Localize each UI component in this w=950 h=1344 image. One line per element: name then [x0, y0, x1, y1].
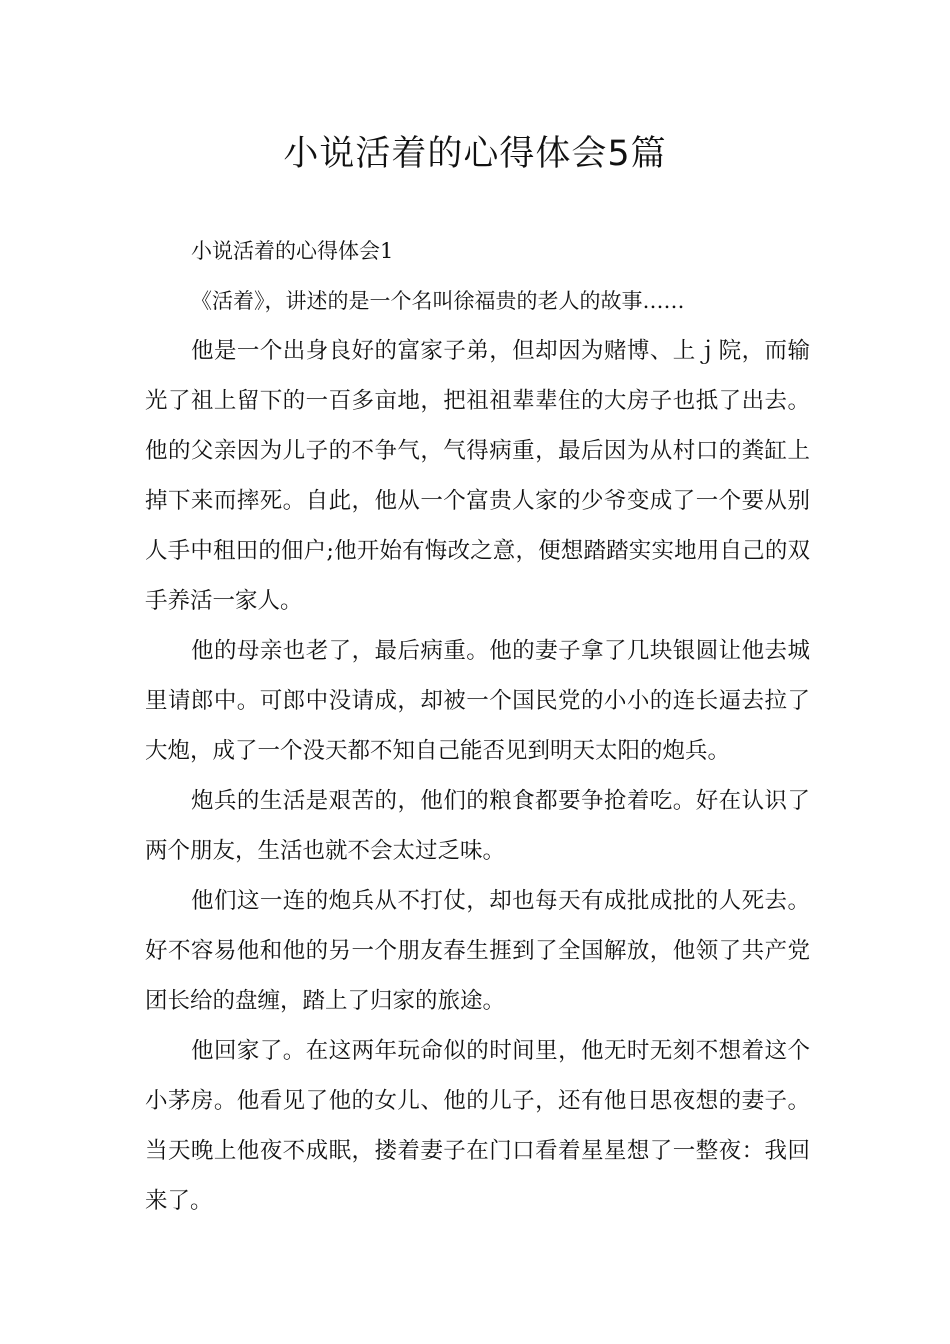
paragraph-1: 他是一个出身良好的富家子弟，但却因为赌博、上ｊ院，而输光了祖上留下的一百多亩地，把祖祖辈辈住的大房子也抵了出去。他的父亲因为儿子的不争气，气得病重，最后因为从村口的粪缸上掉下来而摔死。自此，他从一个富贵人家的少爷变成了一个要从别人手中租田的佃户;他开始有悔改之意，便想踏踏实实地用自己的双手养活一家人。: [145, 338, 810, 614]
paragraph-3: 炮兵的生活是艰苦的，他们的粮食都要争抢着吃。好在认识了两个朋友，生活也就不会太过乏味。: [145, 788, 810, 864]
document-body: [145, 226, 810, 1226]
document-title: 小说活着的心得体会5篇: [283, 134, 667, 174]
paragraph-2: 他的母亲也老了，最后病重。他的妻子拿了几块银圆让他去城里请郎中。可郎中没请成，却被一个国民党的小小的连长逼去拉了大炮，成了一个没天都不知自己能否见到明天太阳的炮兵。: [145, 638, 810, 764]
section-heading: 小说活着的心得体会1: [191, 239, 394, 263]
intro-line: 《活着》，讲述的是一个名叫徐福贵的老人的故事……: [191, 289, 685, 313]
paragraph-5: 他回家了。在这两年玩命似的时间里，他无时无刻不想着这个小茅房。他看见了他的女儿、他的儿子，还有他日思夜想的妻子。当天晚上他夜不成眠，搂着妻子在门口看着星星想了一整夜：我回来了。: [145, 1038, 810, 1214]
paragraph-4: 他们这一连的炮兵从不打仗，却也每天有成批成批的人死去。好不容易他和他的另一个朋友春生捱到了全国解放，他领了共产党团长给的盘缠，踏上了归家的旅途。: [145, 888, 810, 1014]
